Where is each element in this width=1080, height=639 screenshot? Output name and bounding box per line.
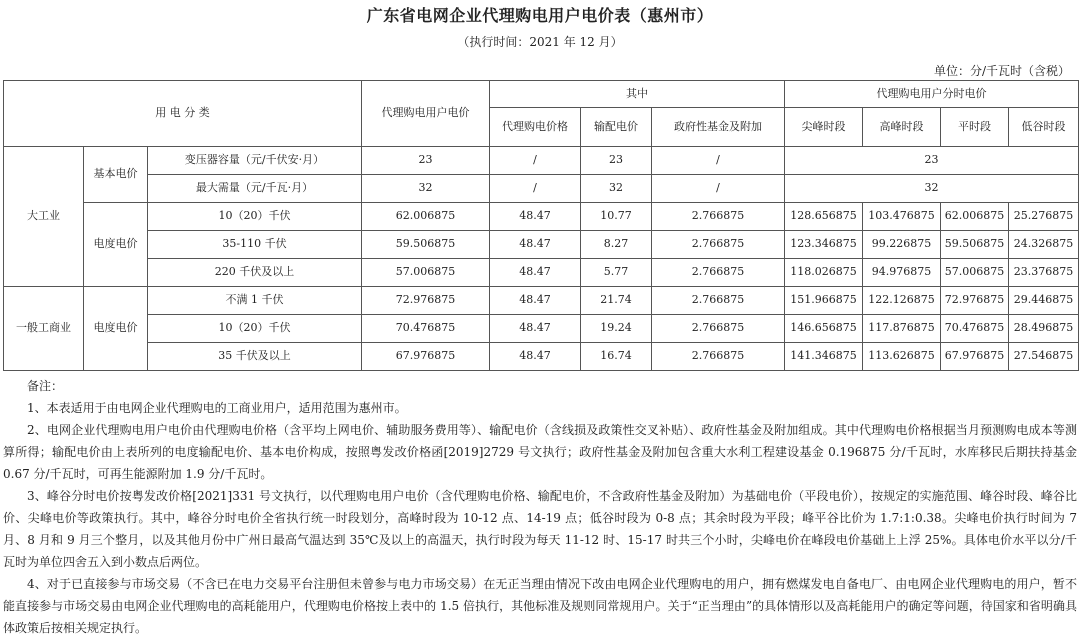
unit-label: 单位：分/千瓦时（含税）	[933, 64, 1070, 78]
row-item: 变压器容量（元/千伏安·月）	[148, 147, 362, 175]
header-agent-price: 代理购电用户电价	[362, 81, 490, 147]
cell-purchase: /	[490, 147, 581, 175]
row-item: 35 千伏及以上	[148, 343, 362, 371]
cell-purchase: 48.47	[490, 259, 581, 287]
note-2: 2、电网企业代理购电用户电价由代理购电价格（含平均上网电价、辅助服务费用等）、输配电价（含线损及政策性交叉补贴）、政府性基金及附加组成。其中代理购电价格根据当月预测购电成本等测算所得；输配电价由上表所列的电度输配电价、基本电价构成，按照粤发改价格函[2019]2729 号文执行；政府性基金及附加包含重大水利工程建设基金 0.196875 分/千瓦时，水库移民后期扶持基金 0.67 分/千瓦时，可再生能源附加 1.9 分/千瓦时。	[3, 423, 1077, 481]
cell-peak-top: 146.656875	[785, 315, 863, 343]
notes-section	[3, 375, 1077, 639]
header-valley: 低谷时段	[1009, 108, 1079, 147]
execution-date: （执行时间：2021 年 12 月）	[457, 35, 623, 49]
cell-fund: 2.766875	[652, 259, 785, 287]
cell-purchase: 48.47	[490, 343, 581, 371]
cell-transmission: 32	[581, 175, 652, 203]
cell-valley: 28.496875	[1009, 315, 1079, 343]
cell-purchase: 48.47	[490, 315, 581, 343]
note-1: 1、本表适用于由电网企业代理购电的工商业用户，适用范围为惠州市。	[27, 401, 407, 415]
cell-tou: 32	[785, 175, 1079, 203]
cell-peak: 113.626875	[863, 343, 941, 371]
group-general-commerce: 一般工商业	[4, 287, 84, 371]
cell-fund: 2.766875	[652, 315, 785, 343]
table-row	[4, 315, 1079, 343]
row-item: 不满 1 千伏	[148, 287, 362, 315]
cell-peak-top: 141.346875	[785, 343, 863, 371]
row-item: 220 千伏及以上	[148, 259, 362, 287]
cell-total: 23	[362, 147, 490, 175]
cell-transmission: 8.27	[581, 231, 652, 259]
cell-total: 72.976875	[362, 287, 490, 315]
cell-purchase: 48.47	[490, 231, 581, 259]
cell-fund: 2.766875	[652, 203, 785, 231]
note-3: 3、峰谷分时电价按粤发改价格[2021]331 号文执行，以代理购电用户电价（含代理购电价格、输配电价，不含政府性基金及附加）为基础电价（平段电价），按规定的实施范围、峰谷时段、峰谷比价、尖峰电价等政策执行。其中，峰谷分时电价全省执行统一时段划分，高峰时段为 10-12 点、14-19 点；低谷时段为 0-8 点；其余时段为平段；峰平谷比价为 1.7:1:0.38。尖峰电价执行时间为 7 月、8 月和 9 月三个整月，以及其他月份中广州日最高气温达到 35℃及以上的高温天，执行时段为每天 11-12 时、15-17 时共三个小时，尖峰电价在峰段电价基础上上浮 25%。具体电价水平以分/千瓦时为单位四舍五入到小数点后两位。	[3, 489, 1077, 569]
cell-flat: 67.976875	[941, 343, 1009, 371]
notes-title: 备注：	[27, 379, 64, 393]
header-flat: 平时段	[941, 108, 1009, 147]
row-item: 最大需量（元/千瓦·月）	[148, 175, 362, 203]
cell-total: 70.476875	[362, 315, 490, 343]
cell-peak: 99.226875	[863, 231, 941, 259]
cell-peak-top: 123.346875	[785, 231, 863, 259]
price-table	[3, 80, 1079, 371]
cell-fund: 2.766875	[652, 287, 785, 315]
header-transmission: 输配电价	[581, 108, 652, 147]
table-row	[4, 147, 1079, 175]
header-purchase: 代理购电价格	[490, 108, 581, 147]
table-row	[4, 231, 1079, 259]
cell-transmission: 19.24	[581, 315, 652, 343]
cell-valley: 29.446875	[1009, 287, 1079, 315]
header-category: 用 电 分 类	[4, 81, 362, 147]
cell-peak-top: 118.026875	[785, 259, 863, 287]
cell-purchase: /	[490, 175, 581, 203]
header-fund: 政府性基金及附加	[652, 108, 785, 147]
cell-transmission: 10.77	[581, 203, 652, 231]
cell-total: 32	[362, 175, 490, 203]
subgroup-energy-general: 电度电价	[84, 287, 148, 371]
cell-flat: 62.006875	[941, 203, 1009, 231]
cell-valley: 27.546875	[1009, 343, 1079, 371]
cell-tou: 23	[785, 147, 1079, 175]
page-title: 广东省电网企业代理购电用户电价表（惠州市）	[366, 6, 714, 25]
cell-fund: /	[652, 147, 785, 175]
cell-peak-top: 128.656875	[785, 203, 863, 231]
table-row	[4, 203, 1079, 231]
row-item: 35-110 千伏	[148, 231, 362, 259]
cell-transmission: 5.77	[581, 259, 652, 287]
cell-total: 62.006875	[362, 203, 490, 231]
cell-total: 57.006875	[362, 259, 490, 287]
cell-flat: 59.506875	[941, 231, 1009, 259]
cell-fund: 2.766875	[652, 231, 785, 259]
row-item: 10（20）千伏	[148, 315, 362, 343]
cell-purchase: 48.47	[490, 203, 581, 231]
cell-peak: 122.126875	[863, 287, 941, 315]
cell-valley: 24.326875	[1009, 231, 1079, 259]
cell-flat: 57.006875	[941, 259, 1009, 287]
cell-fund: 2.766875	[652, 343, 785, 371]
cell-valley: 25.276875	[1009, 203, 1079, 231]
subgroup-basic: 基本电价	[84, 147, 148, 203]
cell-transmission: 23	[581, 147, 652, 175]
note-4: 4、对于已直接参与市场交易（不含已在电力交易平台注册但未曾参与电力市场交易）在无正当理由情况下改由电网企业代理购电的用户，拥有燃煤发电自备电厂、由电网企业代理购电的用户，暂不能直接参与市场交易由电网企业代理购电的高耗能用户，代理购电价格按上表中的 1.5 倍执行，其他标准及规则同常规用户。关于“正当理由”的具体情形以及高耗能用户的确定等问题，待国家和省明确具体政策后按相关规定执行。	[3, 577, 1077, 635]
table-row	[4, 287, 1079, 315]
cell-transmission: 21.74	[581, 287, 652, 315]
cell-peak: 117.876875	[863, 315, 941, 343]
table-row	[4, 175, 1079, 203]
cell-peak: 94.976875	[863, 259, 941, 287]
cell-peak: 103.476875	[863, 203, 941, 231]
header-of-which: 其中	[490, 81, 785, 108]
header-tou: 代理购电用户分时电价	[785, 81, 1079, 108]
cell-flat: 70.476875	[941, 315, 1009, 343]
group-large-industry: 大工业	[4, 147, 84, 287]
cell-valley: 23.376875	[1009, 259, 1079, 287]
cell-purchase: 48.47	[490, 287, 581, 315]
cell-total: 59.506875	[362, 231, 490, 259]
cell-total: 67.976875	[362, 343, 490, 371]
cell-fund: /	[652, 175, 785, 203]
header-peak: 高峰时段	[863, 108, 941, 147]
table-row	[4, 259, 1079, 287]
header-peak-top: 尖峰时段	[785, 108, 863, 147]
cell-flat: 72.976875	[941, 287, 1009, 315]
table-row	[4, 343, 1079, 371]
row-item: 10（20）千伏	[148, 203, 362, 231]
cell-transmission: 16.74	[581, 343, 652, 371]
cell-peak-top: 151.966875	[785, 287, 863, 315]
subgroup-energy: 电度电价	[84, 203, 148, 287]
